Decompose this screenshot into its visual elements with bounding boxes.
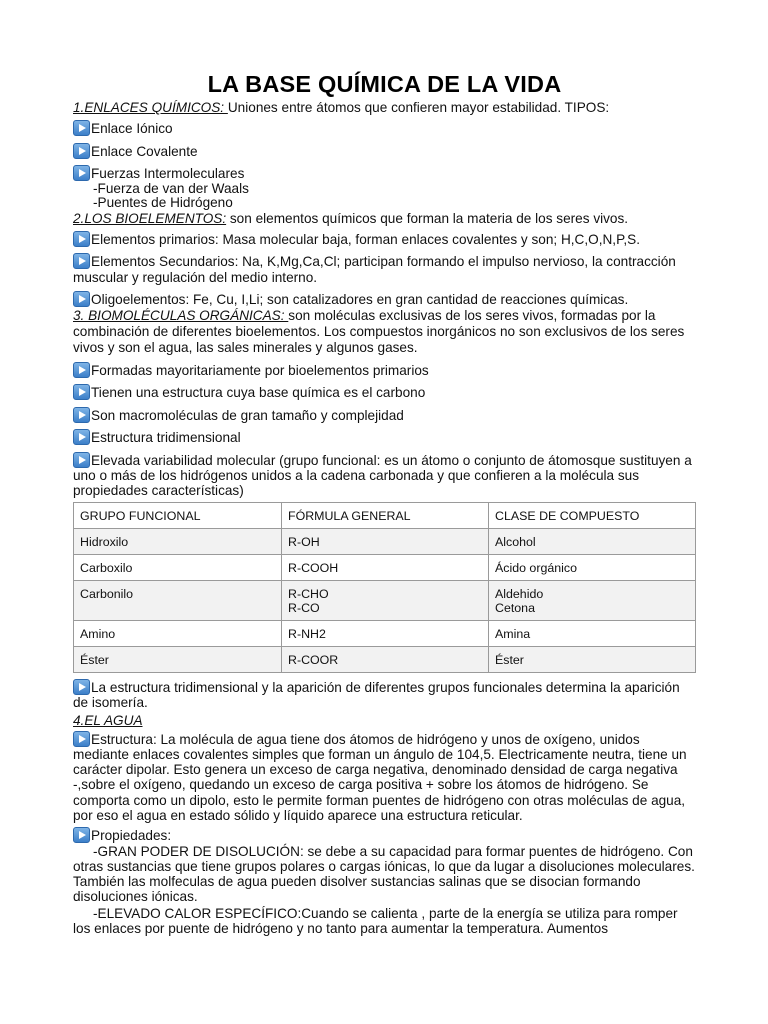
property-paragraph: -ELEVADO CALOR ESPECÍFICO:Cuando se calienta , parte de la energía se utiliza para romper los enlaces por puente de hidrógeno y no tanto para aumentar la temperatura. Aumentos bbox=[73, 905, 678, 936]
page-title: LA BASE QUÍMICA DE LA VIDA bbox=[207, 71, 562, 97]
section-agua bbox=[73, 713, 696, 729]
section-heading: 1.ENLACES QUÍMICOS: bbox=[73, 100, 228, 115]
table-header: FÓRMULA GENERAL bbox=[282, 502, 489, 528]
sub-item: -Puentes de Hidrógeno bbox=[93, 195, 233, 210]
list-item: Enlace Covalente bbox=[73, 143, 696, 160]
list-item: Elementos primarios: Masa molecular baja, forman enlaces covalentes y son; H,C,O,N,P,S. bbox=[73, 231, 696, 248]
play-arrow-icon bbox=[73, 679, 90, 695]
play-arrow-icon bbox=[73, 231, 90, 247]
table-cell: Amina bbox=[489, 620, 696, 646]
table-cell: Alcohol bbox=[489, 528, 696, 554]
section-heading: 4.EL AGUA bbox=[73, 712, 143, 728]
play-arrow-icon bbox=[73, 827, 90, 843]
list-item: Enlace Iónico bbox=[73, 120, 696, 137]
play-arrow-icon bbox=[73, 120, 90, 136]
play-arrow-icon bbox=[73, 731, 90, 747]
table-cell: Éster bbox=[489, 646, 696, 672]
play-arrow-icon bbox=[73, 384, 90, 400]
table-cell: Amino bbox=[74, 620, 282, 646]
list-item: Estructura tridimensional bbox=[73, 429, 696, 446]
table-cell: Éster bbox=[74, 646, 282, 672]
table-cell: Aldehido Cetona bbox=[489, 580, 696, 620]
list-item: Tienen una estructura cuya base química es el carbono bbox=[73, 384, 696, 401]
section-bioelementos bbox=[73, 211, 696, 227]
play-arrow-icon bbox=[73, 407, 90, 423]
list-item: Fuerzas Intermoleculares bbox=[73, 165, 696, 182]
list-item: Oligoelementos: Fe, Cu, I,Li; son catalizadores en gran cantidad de reacciones químicas. bbox=[73, 291, 696, 308]
list-item: Elementos Secundarios: Na, K,Mg,Ca,Cl; participan formando el impulso nervioso, la contracción muscular y regulación del medio interno. bbox=[73, 254, 676, 285]
table-row bbox=[74, 554, 696, 580]
section-heading: 2.LOS BIOELEMENTOS: bbox=[73, 210, 227, 226]
table-cell: R-OH bbox=[282, 528, 489, 554]
list-item: Son macromoléculas de gran tamaño y complejidad bbox=[73, 407, 696, 424]
play-arrow-icon bbox=[73, 291, 90, 307]
table-row bbox=[74, 620, 696, 646]
table-header: CLASE DE COMPUESTO bbox=[489, 502, 696, 528]
section-enlaces bbox=[73, 100, 696, 116]
list-item: Elevada variabilidad molecular (grupo funcional: es un átomo o conjunto de átomosque sustituyen a uno o más de los hidrógenos unidos a la cadena carbonada y que confieren a la molécula sus propiedades características) bbox=[73, 452, 692, 498]
list-item: Formadas mayoritariamente por bioelementos primarios bbox=[73, 362, 696, 379]
section-heading: 3. BIOMOLÉCULAS ORGÁNICAS: bbox=[73, 307, 289, 323]
table-cell: R-CHO R-CO bbox=[282, 580, 489, 620]
table-cell: R-COOR bbox=[282, 646, 489, 672]
table-row bbox=[74, 580, 696, 620]
table-row bbox=[74, 528, 696, 554]
table-header-row bbox=[74, 502, 696, 528]
table-cell: Hidroxilo bbox=[74, 528, 282, 554]
section-biomoleculas bbox=[73, 308, 696, 356]
property-paragraph: -GRAN PODER DE DISOLUCIÓN: se debe a su capacidad para formar puentes de hidrógeno. Con otras sustancias que tiene grupos polares o cargas iónicas, lo que da lugar a disoluciones moleculares. También las molfeculas de agua pueden disolver sustancias salinas que se disocian formando disoluciones iónicas. bbox=[73, 843, 695, 904]
table-cell: Ácido orgánico bbox=[489, 554, 696, 580]
table-cell: Carbonilo bbox=[74, 580, 282, 620]
sub-item: -Fuerza de van der Waals bbox=[93, 180, 249, 196]
functional-groups-table bbox=[73, 502, 696, 673]
play-arrow-icon bbox=[73, 165, 90, 181]
section-text: Uniones entre átomos que confieren mayor estabilidad. TIPOS: bbox=[227, 100, 610, 115]
list-item: La estructura tridimensional y la aparición de diferentes grupos funcionales determina la aparición de isomería. bbox=[73, 679, 680, 710]
play-arrow-icon bbox=[73, 253, 90, 269]
table-row bbox=[74, 646, 696, 672]
play-arrow-icon bbox=[73, 143, 90, 159]
list-item: Propiedades: bbox=[73, 827, 696, 844]
table-header: GRUPO FUNCIONAL bbox=[74, 502, 282, 528]
play-arrow-icon bbox=[73, 452, 90, 468]
play-arrow-icon bbox=[73, 429, 90, 445]
table-cell: R-NH2 bbox=[282, 620, 489, 646]
table-cell: R-COOH bbox=[282, 554, 489, 580]
section-text: son elementos químicos que forman la materia de los seres vivos. bbox=[226, 210, 629, 226]
list-item: Estructura: La molécula de agua tiene dos átomos de hidrógeno y unos de oxígeno, unidos mediante enlaces covalentes simples que forman un ángulo de 104,5. Electricamente neutra, tiene un carácter dipolar. Esto genera un exceso de carga negativa, denominado densidad de carga negativa -,sobre el oxígeno, quedando un exceso de carga positiva + sobre los átomos de hidrógeno. Se comporta como un dipolo, esto le permite forman puentes de hidrógeno con otras moléculas de agua, por eso el agua en estado sólido y líquido aparece una estructura reticular. bbox=[73, 731, 687, 823]
play-arrow-icon bbox=[73, 362, 90, 378]
section-text: son moléculas exclusivas de los seres vivos, formadas por la combinación de diferentes bioelementos. Los compuestos inorgánicos no son exclusivos de los seres vivos y son el agua, las sales minerales y algunos gases. bbox=[73, 307, 685, 355]
table-cell: Carboxilo bbox=[74, 554, 282, 580]
